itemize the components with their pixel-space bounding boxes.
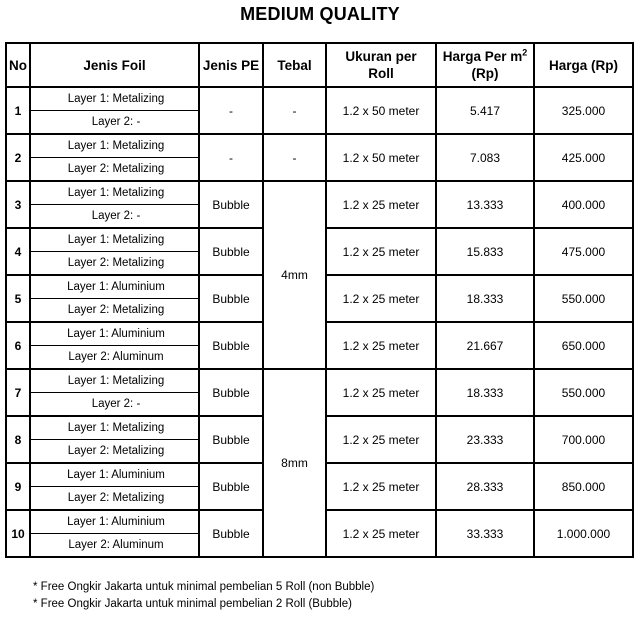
ukuran-cell: 1.2 x 25 meter — [326, 510, 436, 557]
tebal-cell: - — [263, 87, 326, 134]
layer-2: Layer 2: - — [91, 398, 141, 410]
harga-cell: 850.000 — [534, 463, 633, 510]
foil-cell — [30, 369, 199, 416]
header-ukuran-line1: Ukuran per — [345, 49, 417, 64]
pe-cell: Bubble — [199, 369, 263, 416]
harga-m2-cell: 15.833 — [436, 228, 534, 275]
layer-2: Layer 2: Metalizing — [67, 445, 165, 457]
pe-cell: Bubble — [199, 275, 263, 322]
harga-cell: 475.000 — [534, 228, 633, 275]
harga-m2-cell: 28.333 — [436, 463, 534, 510]
tebal-cell-8mm: 8mm — [263, 369, 326, 557]
harga-cell: 325.000 — [534, 87, 633, 134]
layer-2: Layer 2: Aluminum — [68, 539, 164, 551]
harga-cell: 550.000 — [534, 369, 633, 416]
footnotes — [33, 579, 374, 613]
row-no: 3 — [6, 181, 30, 228]
layer-2: Layer 2: Metalizing — [67, 304, 165, 316]
pe-cell: Bubble — [199, 463, 263, 510]
tebal-cell: - — [263, 134, 326, 181]
harga-m2-cell: 7.083 — [436, 134, 534, 181]
ukuran-cell: 1.2 x 50 meter — [326, 87, 436, 134]
harga-m2-cell: 33.333 — [436, 510, 534, 557]
ukuran-cell: 1.2 x 25 meter — [326, 181, 436, 228]
row-no: 2 — [6, 134, 30, 181]
header-no: No — [6, 43, 30, 87]
ukuran-cell: 1.2 x 25 meter — [326, 275, 436, 322]
row-no: 6 — [6, 322, 30, 369]
foil-cell — [30, 463, 199, 510]
layer-1: Layer 1: Metalizing — [31, 182, 198, 205]
harga-cell: 425.000 — [534, 134, 633, 181]
layer-1: Layer 1: Aluminium — [31, 323, 198, 346]
layer-1: Layer 1: Metalizing — [31, 135, 198, 158]
ukuran-cell: 1.2 x 25 meter — [326, 322, 436, 369]
layer-1: Layer 1: Aluminium — [31, 511, 198, 534]
header-jenis-pe: Jenis PE — [199, 43, 263, 87]
header-harga: Harga (Rp) — [534, 43, 633, 87]
foil-cell — [30, 275, 199, 322]
harga-m2-cell: 5.417 — [436, 87, 534, 134]
layer-2: Layer 2: Metalizing — [67, 492, 165, 504]
row-no: 4 — [6, 228, 30, 275]
harga-m2-cell: 13.333 — [436, 181, 534, 228]
ukuran-cell: 1.2 x 25 meter — [326, 228, 436, 275]
harga-cell: 1.000.000 — [534, 510, 633, 557]
harga-m2-cell: 18.333 — [436, 369, 534, 416]
foil-cell — [30, 416, 199, 463]
ukuran-cell: 1.2 x 25 meter — [326, 416, 436, 463]
pe-cell: - — [199, 134, 263, 181]
harga-cell: 700.000 — [534, 416, 633, 463]
ukuran-cell: 1.2 x 50 meter — [326, 134, 436, 181]
header-harga-m2-line2: (Rp) — [471, 66, 499, 81]
harga-m2-cell: 18.333 — [436, 275, 534, 322]
price-table — [5, 42, 634, 558]
header-row — [6, 43, 633, 87]
table-row — [6, 134, 633, 181]
row-no: 7 — [6, 369, 30, 416]
layer-2: Layer 2: Aluminum — [68, 351, 164, 363]
header-ukuran-line2: Roll — [368, 66, 394, 81]
layer-1: Layer 1: Metalizing — [31, 417, 198, 440]
row-no: 5 — [6, 275, 30, 322]
foil-cell — [30, 181, 199, 228]
foil-cell — [30, 87, 199, 134]
foil-cell — [30, 228, 199, 275]
table-row — [6, 369, 633, 416]
harga-m2-cell: 23.333 — [436, 416, 534, 463]
pe-cell: Bubble — [199, 416, 263, 463]
tebal-cell-4mm: 4mm — [263, 181, 326, 369]
harga-cell: 400.000 — [534, 181, 633, 228]
row-no: 1 — [6, 87, 30, 134]
table-row — [6, 87, 633, 134]
footnote: * Free Ongkir Jakarta untuk minimal pembelian 2 Roll (Bubble) — [33, 598, 352, 610]
header-harga-m2-sup: 2 — [522, 47, 528, 58]
layer-2: Layer 2: - — [91, 210, 141, 222]
layer-1: Layer 1: Aluminium — [31, 276, 198, 299]
row-no: 10 — [6, 510, 30, 557]
pe-cell: Bubble — [199, 510, 263, 557]
table-row — [6, 181, 633, 228]
layer-2: Layer 2: Metalizing — [67, 257, 165, 269]
header-jenis-foil: Jenis Foil — [30, 43, 199, 87]
header-ukuran — [326, 43, 436, 87]
pe-cell: - — [199, 87, 263, 134]
foil-cell — [30, 510, 199, 557]
row-no: 8 — [6, 416, 30, 463]
layer-1: Layer 1: Aluminium — [31, 464, 198, 487]
pe-cell: Bubble — [199, 228, 263, 275]
layer-1: Layer 1: Metalizing — [31, 88, 198, 111]
foil-cell — [30, 322, 199, 369]
row-no: 9 — [6, 463, 30, 510]
layer-2: Layer 2: - — [91, 116, 141, 128]
layer-2: Layer 2: Metalizing — [67, 163, 165, 175]
harga-cell: 650.000 — [534, 322, 633, 369]
page-title: MEDIUM QUALITY — [240, 4, 400, 24]
header-harga-m2 — [436, 43, 534, 87]
layer-1: Layer 1: Metalizing — [31, 370, 198, 393]
header-tebal: Tebal — [263, 43, 326, 87]
ukuran-cell: 1.2 x 25 meter — [326, 463, 436, 510]
layer-1: Layer 1: Metalizing — [31, 229, 198, 252]
pe-cell: Bubble — [199, 322, 263, 369]
pe-cell: Bubble — [199, 181, 263, 228]
harga-m2-cell: 21.667 — [436, 322, 534, 369]
foil-cell — [30, 134, 199, 181]
ukuran-cell: 1.2 x 25 meter — [326, 369, 436, 416]
footnote: * Free Ongkir Jakarta untuk minimal pembelian 5 Roll (non Bubble) — [33, 581, 375, 593]
harga-cell: 550.000 — [534, 275, 633, 322]
header-harga-m2-line1: Harga Per m — [442, 49, 523, 64]
